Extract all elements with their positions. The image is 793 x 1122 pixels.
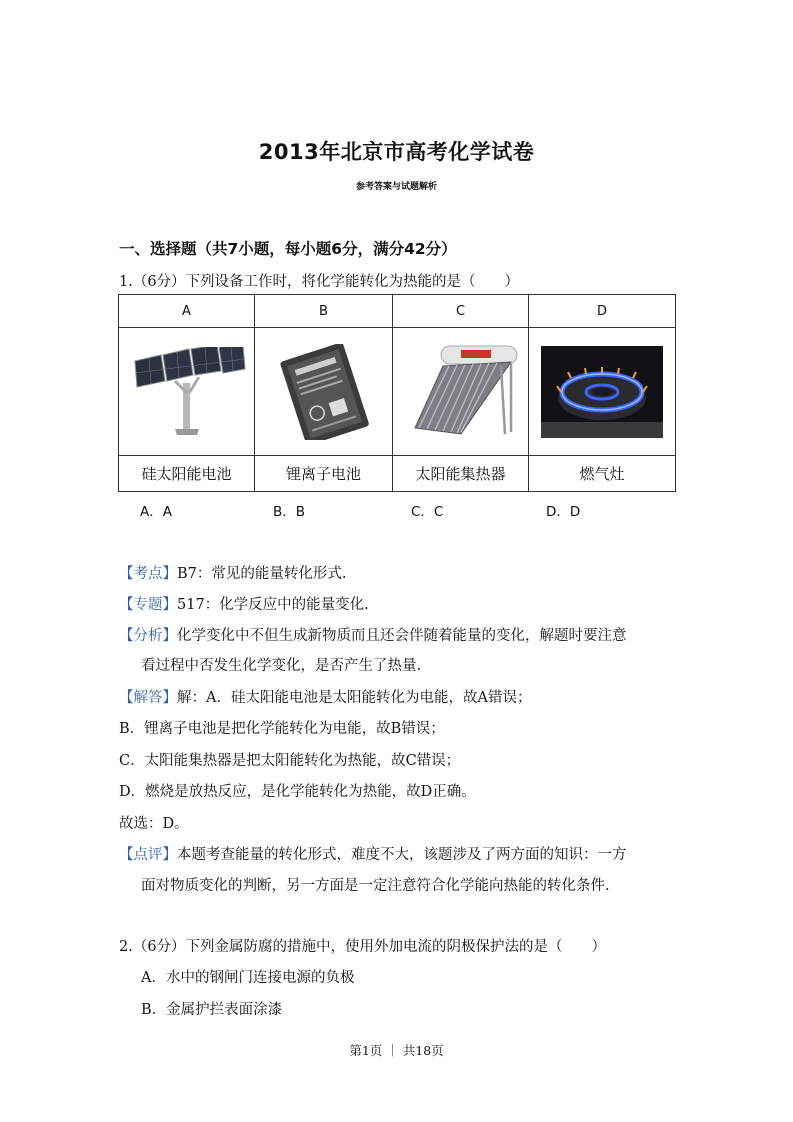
fenxi-tag: 【分析】: [119, 628, 177, 644]
question-1-stem: 1.（6分）下列设备工作时，将化学能转化为热能的是（ ）: [119, 274, 520, 290]
table-header-a: A: [119, 295, 255, 328]
option-b: B．B: [273, 504, 306, 520]
dianping-text-1: 本题考查能量的转化形式，难度不大，该题涉及了两方面的知识：一方: [177, 847, 627, 863]
zhuanti-line: [119, 593, 369, 614]
jieda-line: [119, 686, 531, 707]
dianping-line: [119, 843, 627, 864]
gas-stove-image: [529, 328, 676, 456]
device-name-c: 太阳能集热器: [393, 456, 529, 492]
kaodian-line: [119, 562, 347, 583]
option-a: A．A: [140, 504, 172, 520]
answer-choice: 故选：D。: [119, 816, 189, 832]
jieda-text-3: C．太阳能集热器是把太阳能转化为热能，故C错误；: [119, 753, 461, 769]
question-1-table: [118, 294, 676, 492]
table-header-d: D: [529, 295, 676, 328]
solar-water-heater-image: [393, 328, 529, 456]
table-header-c: C: [393, 295, 529, 328]
dianping-tag: 【点评】: [119, 847, 177, 863]
solar-panel-image: [119, 328, 255, 456]
kaodian-text: B7：常见的能量转化形式.: [177, 566, 347, 582]
option-c: C．C: [411, 504, 444, 520]
fenxi-text-1: 化学变化中不但生成新物质而且还会伴随着能量的变化，解题时要注意: [177, 628, 627, 644]
question-2-option-b: B．金属护拦表面涂漆: [141, 1002, 283, 1018]
jieda-text-4: D．燃烧是放热反应，是化学能转化为热能，故D正确。: [119, 784, 476, 800]
device-name-b: 锂离子电池: [255, 456, 393, 492]
jieda-tag: 【解答】: [119, 690, 177, 706]
device-name-d: 燃气灶: [529, 456, 676, 492]
jieda-text-1: 解：A．硅太阳能电池是太阳能转化为电能，故A错误；: [177, 690, 532, 706]
zhuanti-tag: 【专题】: [119, 597, 177, 613]
section-heading: 一、选择题（共7小题，每小题6分，满分42分）: [119, 240, 457, 258]
table-header-b: B: [255, 295, 393, 328]
device-name-a: 硅太阳能电池: [119, 456, 255, 492]
page-footer: 第1页 ｜ 共18页: [349, 1043, 444, 1058]
battery-image: [255, 328, 393, 456]
zhuanti-text: 517：化学反应中的能量变化.: [177, 597, 369, 613]
fenxi-line: [119, 624, 627, 645]
dianping-text-2: 面对物质变化的判断，另一方面是一定注意符合化学能向热能的转化条件.: [141, 878, 610, 894]
document-title: 2013年北京市高考化学试卷: [258, 140, 535, 164]
question-2-stem: 2.（6分）下列金属防腐的措施中，使用外加电流的阴极保护法的是（ ）: [119, 939, 607, 955]
question-2-option-a: A．水中的钢闸门连接电源的负极: [141, 970, 355, 986]
fenxi-text-2: 看过程中否发生化学变化，是否产生了热量.: [141, 658, 422, 674]
jieda-text-2: B．锂离子电池是把化学能转化为电能，故B错误；: [119, 721, 445, 737]
kaodian-tag: 【考点】: [119, 566, 177, 582]
option-d: D．D: [546, 504, 581, 520]
document-subtitle: 参考答案与试题解析: [355, 182, 437, 192]
